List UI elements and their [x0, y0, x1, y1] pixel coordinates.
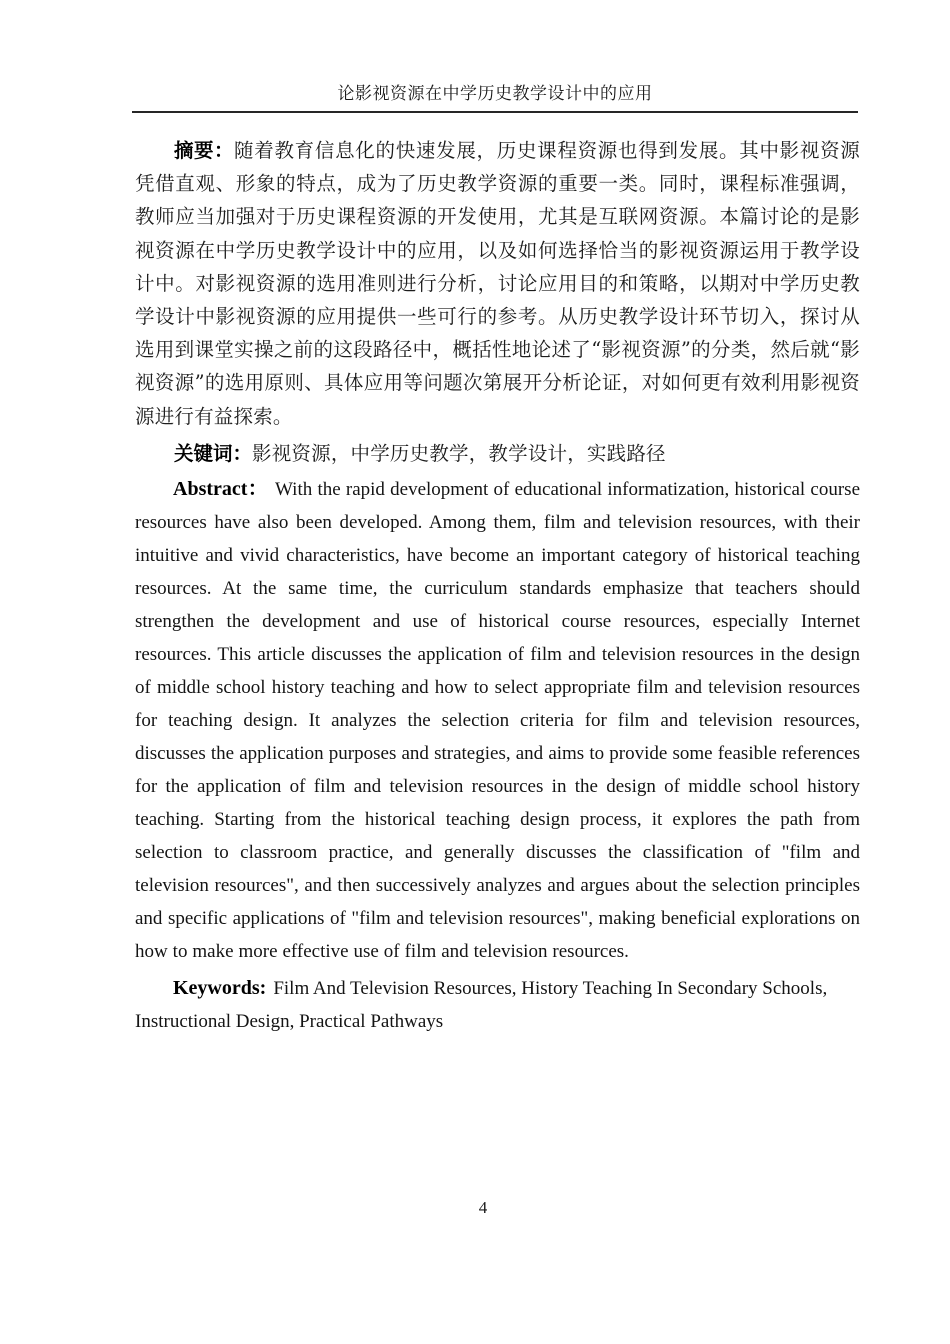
english-abstract-paragraph: [135, 473, 860, 968]
header-divider-rule: [132, 111, 858, 113]
chinese-abstract-label: 摘要: [174, 139, 215, 162]
chinese-abstract-paragraph: [135, 134, 860, 433]
english-keywords-label: Keywords:: [173, 977, 267, 1000]
chinese-keywords-colon: ：: [232, 441, 253, 465]
page-header: [132, 82, 858, 113]
running-title: 论影视资源在中学历史教学设计中的应用: [337, 84, 653, 104]
english-abstract-colon: ：: [247, 478, 268, 501]
english-keywords-paragraph: [135, 972, 860, 1038]
english-keywords-text: Film And Television Resources, History Teaching In Secondary Schools, Instructional Design, Practical Pathways: [135, 978, 828, 1033]
english-abstract-text: With the rapid development of educational informatization, historical course resources have also been developed. Among them, film and television resources, with their intuitive and vivid characteristics, have become an important category of historical teaching resources. At the same time, the curriculum standards emphasize that teachers should strengthen the development and use of historical course resources, especially Internet resources. This article discusses the application of film and television resources in the design of middle school history teaching and how to select appropriate film and television resources for teaching design. It analyzes the selection criteria for film and television resources, discusses the application purposes and strategies, and aims to provide some feasible references for the application of film and television resources in the design of middle school history teaching. Starting from the historical teaching design process, it explores the path from selection to classroom practice, and generally discusses the classification of "film and television resources", and then successively analyzes and argues about the selection principles and specific applications of "film and television resources", making beneficial explorations on how to make more effective use of film and television resources.: [135, 479, 861, 963]
english-abstract-label: Abstract: [173, 478, 248, 501]
chinese-keywords-paragraph: [135, 437, 860, 470]
page-number: 4: [478, 1198, 488, 1217]
chinese-keywords-label: 关键词: [174, 441, 233, 465]
chinese-abstract-colon: ：: [214, 139, 235, 162]
chinese-keywords-text: 影视资源，中学历史教学，教学设计，实践路径: [252, 441, 666, 465]
page-footer: [0, 1198, 950, 1218]
chinese-abstract-text: 随着教育信息化的快速发展，历史课程资源也得到发展。其中影视资源凭借直观、形象的特点，成为了历史教学资源的重要一类。同时，课程标准强调，教师应当加强对于历史课程资源的开发使用，尤其是互联网资源。本篇讨论的是影视资源在中学历史教学设计中的应用，以及如何选择恰当的影视资源运用于教学设计中。对影视资源的选用准则进行分析，讨论应用目的和策略，以期对中学历史教学设计中影视资源的应用提供一些可行的参考。从历史教学设计环节切入，探讨从选用到课堂实操之前的这段路径中，概括性地论述了“影视资源”的分类，然后就“影视资源”的选用原则、具体应用等问题次第展开分析论证，对如何更有效利用影视资源进行有益探索。: [135, 139, 860, 428]
page-content: [135, 134, 860, 1038]
